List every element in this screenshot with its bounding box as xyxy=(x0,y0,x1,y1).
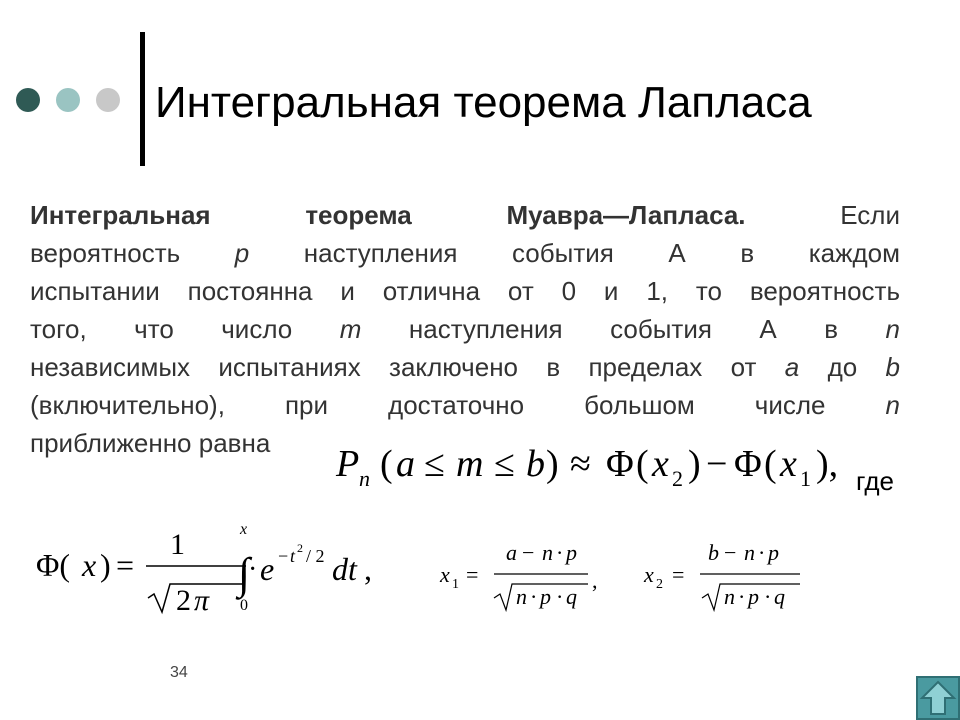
var-a: а xyxy=(784,352,800,382)
svg-text:∫: ∫ xyxy=(238,549,251,598)
var-n: n xyxy=(885,390,900,420)
svg-text:(: ( xyxy=(636,443,649,485)
svg-text:n: n xyxy=(744,540,755,565)
svg-text:(: ( xyxy=(380,443,393,485)
svg-text:): ) xyxy=(546,443,559,485)
svg-text:n: n xyxy=(724,584,735,609)
svg-text:,: , xyxy=(364,551,372,587)
svg-text:b: b xyxy=(708,540,719,565)
svg-text:x: x xyxy=(240,521,248,538)
var-p: р xyxy=(234,238,250,268)
svg-text:x: x xyxy=(82,547,97,583)
title-divider xyxy=(140,32,145,166)
up-arrow-icon[interactable] xyxy=(916,676,960,720)
var-b: b xyxy=(885,352,900,382)
theorem-name: Интегральная теорема Муавра—Лапласа. xyxy=(30,200,746,230)
decor-dot-grey xyxy=(96,88,120,112)
svg-text:x: x xyxy=(644,562,654,587)
svg-text:): ) xyxy=(100,547,111,583)
svg-text:·: · xyxy=(758,540,766,565)
var-m: m xyxy=(339,314,362,344)
svg-text:p: p xyxy=(566,540,577,565)
svg-text:·: · xyxy=(556,540,564,565)
svg-text:,: , xyxy=(592,568,598,593)
paragraph-line: независимых испытаниях заключено в пределах от а до b xyxy=(30,352,900,382)
svg-text:=: = xyxy=(116,547,135,583)
svg-text:0: 0 xyxy=(240,597,248,614)
svg-text:≈: ≈ xyxy=(570,443,591,485)
svg-text:≤: ≤ xyxy=(424,443,445,485)
where-word: где xyxy=(856,466,894,496)
paragraph-line: приближенно равна xyxy=(30,428,271,458)
page-number: 34 xyxy=(170,664,188,681)
svg-text:/ 2: / 2 xyxy=(306,546,325,566)
slide-title: Интегральная теорема Лапласа xyxy=(155,78,812,127)
svg-text:2: 2 xyxy=(176,584,191,617)
svg-text:−: − xyxy=(724,540,737,565)
svg-text:): ) xyxy=(688,443,701,485)
svg-text:a: a xyxy=(506,540,517,565)
svg-text:dt: dt xyxy=(332,551,357,587)
svg-text:Φ: Φ xyxy=(734,443,762,485)
svg-text:n: n xyxy=(542,540,553,565)
svg-text:),: ), xyxy=(816,443,839,485)
svg-text:=: = xyxy=(672,562,685,587)
svg-text:x: x xyxy=(652,443,669,485)
paragraph-line: того, что число m наступления события А в n xyxy=(30,314,900,344)
svg-text:n: n xyxy=(516,584,527,609)
decor-dot-dark xyxy=(16,88,40,112)
svg-text:−: − xyxy=(706,443,728,485)
main-formula xyxy=(334,432,856,496)
svg-text:(: ( xyxy=(764,443,777,485)
svg-text:p: p xyxy=(768,540,779,565)
svg-text:2: 2 xyxy=(656,577,663,592)
theorem-paragraph xyxy=(30,196,900,462)
svg-text:·: · xyxy=(556,584,564,609)
svg-text:e: e xyxy=(260,551,275,587)
paragraph-line: вероятность р наступления события А в каждом xyxy=(30,238,901,268)
svg-text:≤: ≤ xyxy=(494,443,515,485)
x1-formula xyxy=(438,538,608,614)
svg-text:x: x xyxy=(780,443,797,485)
svg-text:p: p xyxy=(540,584,551,609)
svg-text:1: 1 xyxy=(800,466,811,491)
svg-text:n: n xyxy=(359,466,370,491)
svg-text:−: − xyxy=(522,540,535,565)
paragraph-line: (включительно), при достаточно большом числе n xyxy=(30,390,900,420)
paragraph-line: испытании постоянна и отлична от 0 и 1, то вероятность xyxy=(30,276,900,306)
svg-text:m: m xyxy=(456,443,484,485)
svg-text:2: 2 xyxy=(672,466,683,491)
svg-text:·: · xyxy=(248,554,258,585)
var-n: n xyxy=(885,314,900,344)
svg-text:b: b xyxy=(526,443,545,485)
svg-text:π: π xyxy=(194,584,210,617)
svg-text:1: 1 xyxy=(170,528,185,561)
svg-text:Φ(: Φ( xyxy=(36,547,71,583)
svg-text:·: · xyxy=(764,584,772,609)
svg-text:q: q xyxy=(774,584,785,609)
svg-text:·: · xyxy=(738,584,746,609)
svg-text:·: · xyxy=(530,584,538,609)
svg-text:1: 1 xyxy=(452,577,459,592)
phi-integral-formula xyxy=(34,518,384,618)
svg-text:p: p xyxy=(748,584,759,609)
svg-text:2: 2 xyxy=(297,541,303,555)
svg-text:x: x xyxy=(440,562,450,587)
svg-text:=: = xyxy=(466,562,479,587)
svg-text:a: a xyxy=(396,443,415,485)
paragraph-line: Интегральная теорема Муавра—Лапласа. Если xyxy=(30,200,901,230)
decor-dot-light xyxy=(56,88,80,112)
svg-text:t: t xyxy=(290,546,296,566)
x2-formula xyxy=(642,538,812,614)
svg-text:Φ: Φ xyxy=(606,443,634,485)
svg-text:−: − xyxy=(278,546,289,566)
svg-text:q: q xyxy=(566,584,577,609)
svg-text:P: P xyxy=(336,443,360,485)
